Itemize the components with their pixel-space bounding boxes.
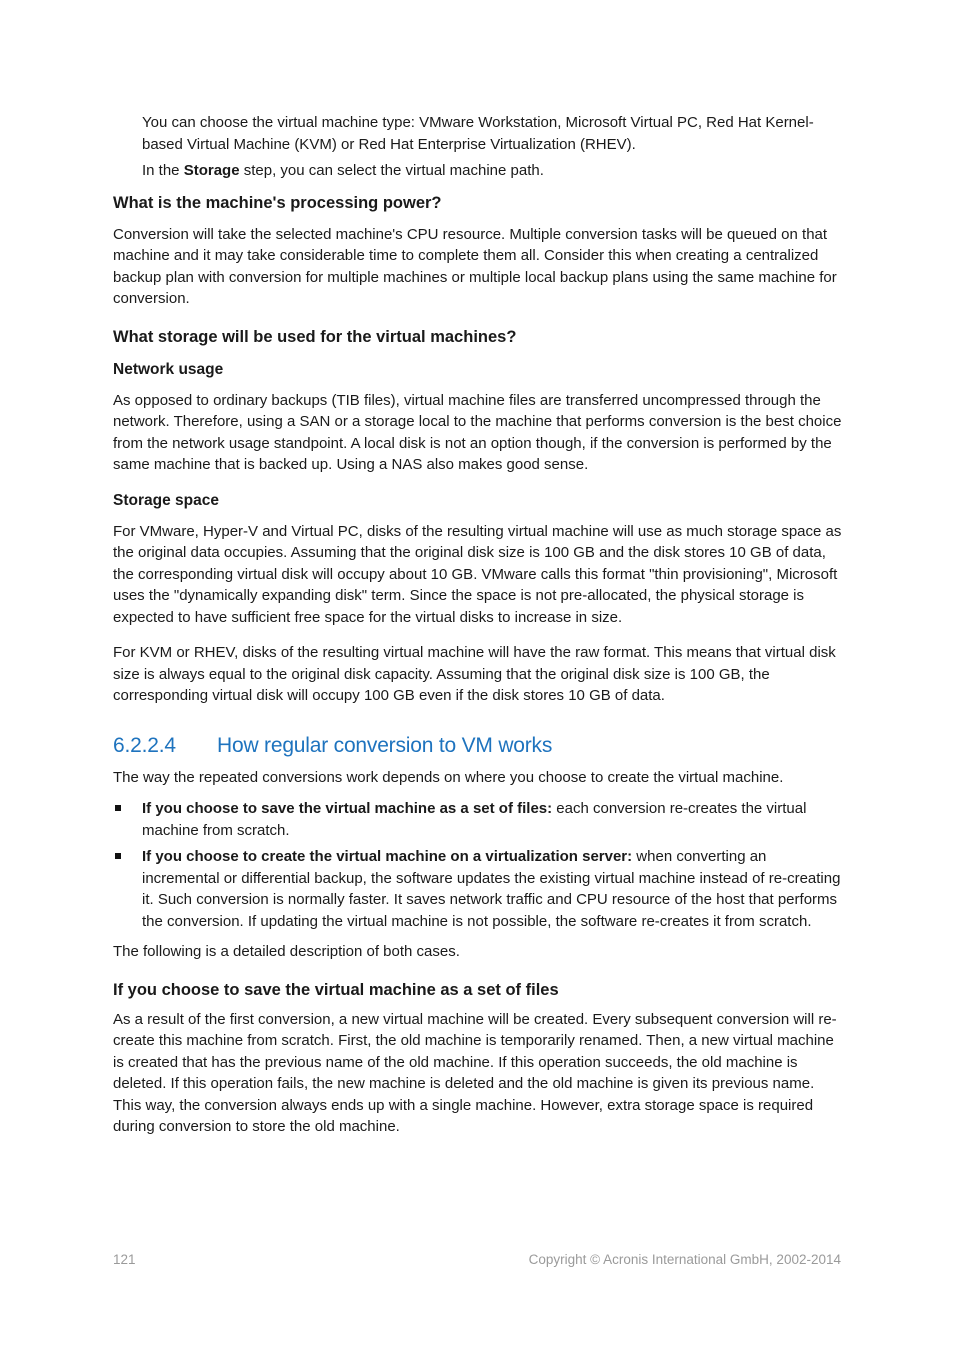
copyright-text: Copyright © Acronis International GmbH, 2002-2014 xyxy=(528,1252,841,1267)
bullet-text: when converting an incremental or differential backup, the software updates the existing virtual machine instead of re-creating it. Such conversion is normally faster. It saves network traffic and CPU resource of the host that performs the conversion. If updating the virtual machine is not possible, the software re-creates it from scratch. xyxy=(142,848,841,930)
processing-power-heading: What is the machine's processing power? xyxy=(113,193,442,212)
list-item xyxy=(113,798,845,841)
document-page xyxy=(113,112,845,1138)
storage-step-prefix: In the xyxy=(142,162,184,179)
network-usage-heading: Network usage xyxy=(113,360,224,378)
square-bullet-icon xyxy=(115,805,121,811)
files-case-paragraph: As a result of the first conversion, a new virtual machine will be created. Every subsequent conversion will re-create this machine from scratch. First, the old machine is temporarily renamed. Then, a new virtual machine is created that has the previous name of the old machine. If this operation succeeds, the old machine is deleted. If this operation fails, the new machine is deleted and the old machine is given its previous name. This way, the conversion always ends up with a single machine. However, extra storage space is required during conversion to store the old machine. xyxy=(113,1010,837,1135)
storage-step-suffix: step, you can select the virtual machine path. xyxy=(239,162,544,179)
section-title: How regular conversion to VM works xyxy=(217,733,553,757)
files-case-heading: If you choose to save the virtual machine as a set of files xyxy=(113,980,559,999)
processing-power-paragraph: Conversion will take the selected machine's CPU resource. Multiple conversion tasks will be queued on that machine and it may take considerable time to complete them all. Consider this when creating a centralized backup plan with conversion for multiple machines or multiple local backup plans using the same machine for conversion. xyxy=(113,225,837,307)
page-footer xyxy=(113,1252,841,1267)
square-bullet-icon xyxy=(115,853,121,859)
page-number: 121 xyxy=(113,1252,136,1267)
section-intro-paragraph: The way the repeated conversions work depends on where you choose to create the virtual machine. xyxy=(113,768,784,786)
storage-step-paragraph xyxy=(113,160,845,182)
bullet-bold-text: If you choose to save the virtual machine as a set of files: xyxy=(142,800,553,817)
storage-space-paragraph-1: For VMware, Hyper-V and Virtual PC, disks of the resulting virtual machine will use as much storage space as the original data occupies. Assuming that the original disk size is 100 GB and the disk stores 10 GB of data, the corresponding virtual disk will occupy about 10 GB. VMware calls this format "thin provisioning", Microsoft uses the "dynamically expanding disk" term. Since the space is not pre-allocated, the physical storage is expected to have sufficient free space for the virtual disks to increase in size. xyxy=(113,522,842,626)
vm-type-paragraph: You can choose the virtual machine type: VMware Workstation, Microsoft Virtual PC, Red Hat Kernel-based Virtual Machine (KVM) or Red Hat Enterprise Virtualization (RHEV). xyxy=(142,114,814,153)
storage-space-paragraph-2: For KVM or RHEV, disks of the resulting virtual machine will have the raw format. This means that virtual disk size is always equal to the original disk capacity. Assuming that the original disk size is 100 GB, the corresponding virtual disk will occupy 100 GB even if the disk stores 10 GB of data. xyxy=(113,644,836,704)
list-item xyxy=(113,846,845,932)
storage-heading: What storage will be used for the virtual machines? xyxy=(113,327,517,346)
network-usage-paragraph: As opposed to ordinary backups (TIB files), virtual machine files are transferred uncompressed through the network. Therefore, using a SAN or a storage local to the machine that performs conversion is the best choice from the network usage standpoint. A local disk is not an option though, if the conversion is performed by the same machine that is backed up. Using a NAS also makes good sense. xyxy=(113,391,842,473)
storage-space-heading: Storage space xyxy=(113,491,219,509)
bullet-bold-text: If you choose to create the virtual machine on a virtualization server: xyxy=(142,848,633,865)
following-paragraph: The following is a detailed description of both cases. xyxy=(113,943,460,960)
section-number: 6.2.2.4 xyxy=(113,733,176,757)
storage-step-bold: Storage xyxy=(183,162,240,179)
conversion-cases-list xyxy=(113,798,845,932)
section-heading xyxy=(113,732,845,760)
bullet-text: each conversion re-creates the virtual machine from scratch. xyxy=(142,800,807,839)
